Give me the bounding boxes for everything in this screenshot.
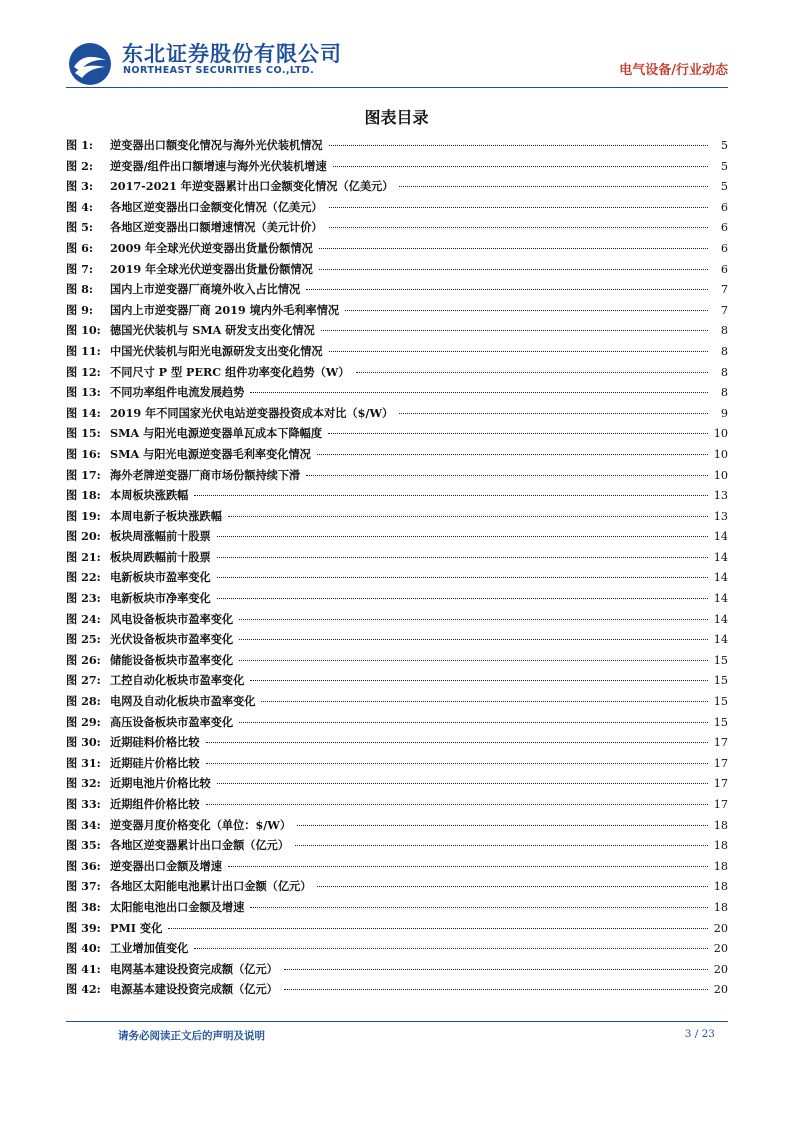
figure-number: 图 27: bbox=[66, 673, 101, 688]
dot-leader bbox=[217, 577, 708, 578]
figure-number: 图 15: bbox=[66, 426, 101, 441]
toc-entry[interactable] bbox=[66, 302, 728, 323]
figure-number: 图 25: bbox=[66, 632, 101, 647]
dot-leader bbox=[297, 825, 708, 826]
page-number: 20 bbox=[713, 921, 728, 935]
dot-leader bbox=[306, 289, 708, 290]
toc-entry[interactable] bbox=[66, 961, 728, 982]
page-number: 6 bbox=[720, 262, 728, 276]
dot-leader bbox=[399, 413, 708, 414]
page-number: 20 bbox=[713, 983, 728, 997]
dot-leader bbox=[239, 619, 708, 620]
toc-entry[interactable] bbox=[66, 755, 728, 776]
dot-leader bbox=[228, 516, 708, 517]
page-number: 17 bbox=[713, 777, 728, 791]
dot-leader bbox=[329, 351, 708, 352]
figure-toc-list bbox=[66, 137, 728, 1002]
toc-entry[interactable] bbox=[66, 940, 728, 961]
page-number: 14 bbox=[713, 550, 728, 564]
toc-entry[interactable] bbox=[66, 590, 728, 611]
dot-leader bbox=[217, 557, 708, 558]
figure-number: 图 12: bbox=[66, 364, 101, 379]
page-number: 5 bbox=[720, 180, 728, 194]
figure-title: 德国光伏装机与 SMA 研发支出变化情况 bbox=[110, 323, 315, 338]
page-number: 14 bbox=[713, 592, 728, 606]
figure-title: 国内上市逆变器厂商境外收入占比情况 bbox=[110, 282, 301, 297]
dot-leader bbox=[239, 639, 708, 640]
page-number: 15 bbox=[713, 715, 728, 729]
dot-leader bbox=[284, 969, 708, 970]
northeast-securities-logo-icon bbox=[66, 40, 114, 88]
figure-number: 图 5: bbox=[66, 220, 93, 235]
page-number: 18 bbox=[713, 839, 728, 853]
figure-number: 图 2: bbox=[66, 158, 93, 173]
figure-title: 2017-2021 年逆变器累计出口金额变化情况（亿美元） bbox=[110, 179, 394, 194]
page-header bbox=[66, 34, 728, 86]
toc-entry[interactable] bbox=[66, 178, 728, 199]
toc-entry[interactable] bbox=[66, 158, 728, 179]
figure-title: 各地区太阳能电池累计出口金额（亿元） bbox=[110, 879, 312, 894]
page-number: 18 bbox=[713, 880, 728, 894]
toc-entry[interactable] bbox=[66, 734, 728, 755]
figure-title: 2009 年全球光伏逆变器出货量份额情况 bbox=[110, 240, 313, 255]
toc-entry[interactable] bbox=[66, 343, 728, 364]
toc-entry[interactable] bbox=[66, 631, 728, 652]
figure-title: 逆变器出口金额及增速 bbox=[110, 858, 222, 873]
figure-title: 逆变器月度价格变化（单位：$/W） bbox=[110, 817, 292, 832]
figure-number: 图 17: bbox=[66, 467, 101, 482]
dot-leader bbox=[329, 207, 708, 208]
page-number: 17 bbox=[713, 798, 728, 811]
dot-leader bbox=[217, 536, 708, 537]
toc-entry[interactable] bbox=[66, 528, 728, 549]
figure-number: 图 8: bbox=[66, 282, 93, 297]
toc-entry[interactable] bbox=[66, 508, 728, 529]
figure-title: 板块周涨幅前十股票 bbox=[110, 529, 211, 544]
page-number: 14 bbox=[713, 571, 728, 585]
page-number: 15 bbox=[713, 653, 728, 667]
figure-number: 图 39: bbox=[66, 920, 101, 935]
dot-leader bbox=[306, 475, 708, 476]
page-number: 8 bbox=[720, 365, 728, 379]
dot-leader bbox=[356, 372, 708, 373]
page-number: 9 bbox=[720, 406, 728, 420]
dot-leader bbox=[239, 660, 708, 661]
figure-number: 图 42: bbox=[66, 982, 101, 997]
dot-leader bbox=[206, 763, 708, 764]
toc-entry[interactable] bbox=[66, 981, 728, 1002]
page-number: 7 bbox=[720, 303, 728, 317]
figure-number: 图 26: bbox=[66, 652, 101, 667]
dot-leader bbox=[284, 989, 708, 990]
figure-title: 电源基本建设投资完成额（亿元） bbox=[110, 982, 278, 997]
figure-number: 图 23: bbox=[66, 591, 101, 606]
dot-leader bbox=[295, 845, 708, 846]
page-number: 17 bbox=[713, 736, 728, 750]
toc-entry[interactable] bbox=[66, 569, 728, 590]
figure-number: 图 24: bbox=[66, 611, 101, 626]
toc-entry[interactable] bbox=[66, 384, 728, 405]
figure-title: 光伏设备板块市盈率变化 bbox=[110, 632, 234, 647]
dot-leader bbox=[319, 248, 708, 249]
figure-number: 图 11: bbox=[66, 343, 101, 358]
figure-number: 图 22: bbox=[66, 570, 101, 585]
toc-entry[interactable] bbox=[66, 611, 728, 632]
dot-leader bbox=[329, 227, 708, 228]
figure-number: 图 34: bbox=[66, 817, 101, 832]
toc-entry[interactable] bbox=[66, 652, 728, 673]
page-number: 18 bbox=[713, 900, 728, 914]
figure-title: 高压设备板块市盈率变化 bbox=[110, 714, 234, 729]
toc-entry[interactable] bbox=[66, 796, 728, 817]
dot-leader bbox=[228, 866, 708, 867]
dot-leader bbox=[317, 454, 708, 455]
page-number: 14 bbox=[713, 633, 728, 647]
dot-leader bbox=[206, 804, 708, 805]
page-number: 17 bbox=[713, 756, 728, 770]
figure-number: 图 30: bbox=[66, 735, 101, 750]
page-number: 10 bbox=[713, 427, 728, 441]
figure-title: 板块周跌幅前十股票 bbox=[110, 549, 211, 564]
report-sector-label: 电气设备/行业动态 bbox=[619, 63, 728, 78]
figure-number: 图 29: bbox=[66, 714, 101, 729]
figure-number: 图 37: bbox=[66, 879, 101, 894]
figure-number: 图 21: bbox=[66, 549, 101, 564]
toc-entry[interactable] bbox=[66, 549, 728, 570]
dot-leader bbox=[321, 330, 708, 331]
toc-entry[interactable] bbox=[66, 240, 728, 261]
header-divider bbox=[66, 87, 728, 88]
dot-leader bbox=[239, 722, 708, 723]
figure-number: 图 7: bbox=[66, 261, 93, 276]
figure-title: 近期电池片价格比较 bbox=[110, 776, 211, 791]
toc-entry[interactable] bbox=[66, 405, 728, 426]
dot-leader bbox=[194, 948, 707, 949]
dot-leader bbox=[250, 680, 707, 681]
page-number: 5 bbox=[720, 159, 728, 173]
page-number: 6 bbox=[720, 221, 728, 235]
figure-title: 本周板块涨跌幅 bbox=[110, 488, 189, 503]
page-number: 14 bbox=[713, 612, 728, 626]
figure-title: 储能设备板块市盈率变化 bbox=[110, 652, 234, 667]
page-number: 20 bbox=[713, 962, 728, 976]
figure-title: 不同尺寸 P 型 PERC 组件功率变化趋势（W） bbox=[110, 364, 350, 379]
toc-entry[interactable] bbox=[66, 322, 728, 343]
page-number: 8 bbox=[720, 344, 728, 358]
figure-number: 图 41: bbox=[66, 961, 101, 976]
figure-title: 中国光伏装机与阳光电源研发支出变化情况 bbox=[110, 343, 323, 358]
figure-number: 图 35: bbox=[66, 838, 101, 853]
toc-entry[interactable] bbox=[66, 693, 728, 714]
figure-title: 本周电新子板块涨跌幅 bbox=[110, 508, 222, 523]
dot-leader bbox=[399, 186, 708, 187]
toc-entry[interactable] bbox=[66, 219, 728, 240]
dot-leader bbox=[328, 433, 708, 434]
figure-number: 图 3: bbox=[66, 179, 93, 194]
company-name-cn: 东北证券股份有限公司 bbox=[122, 42, 342, 66]
figure-number: 图 38: bbox=[66, 899, 101, 914]
toc-title: 图表目录 bbox=[364, 108, 429, 127]
toc-entry[interactable] bbox=[66, 817, 728, 838]
dot-leader bbox=[319, 269, 708, 270]
toc-entry[interactable] bbox=[66, 446, 728, 467]
dot-leader bbox=[217, 598, 708, 599]
figure-number: 图 18: bbox=[66, 488, 101, 503]
page-number: 15 bbox=[713, 674, 728, 688]
figure-title: 近期硅料价格比较 bbox=[110, 735, 200, 750]
figure-title: 近期组件价格比较 bbox=[110, 797, 200, 811]
dot-leader bbox=[333, 166, 708, 167]
toc-entry[interactable] bbox=[66, 899, 728, 920]
figure-title: 工控自动化板块市盈率变化 bbox=[110, 673, 245, 688]
figure-number: 图 14: bbox=[66, 405, 101, 420]
figure-number: 图 28: bbox=[66, 694, 101, 709]
toc-entry[interactable] bbox=[66, 858, 728, 879]
figure-title: 各地区逆变器出口金额变化情况（亿美元） bbox=[110, 199, 323, 214]
toc-entry[interactable] bbox=[66, 714, 728, 735]
figure-title: PMI 变化 bbox=[110, 920, 163, 935]
page-number: 8 bbox=[720, 324, 728, 338]
footer-divider bbox=[66, 1021, 728, 1022]
figure-number: 图 33: bbox=[66, 797, 101, 811]
toc-entry[interactable] bbox=[66, 425, 728, 446]
page-number: 18 bbox=[713, 818, 728, 832]
toc-entry[interactable] bbox=[66, 281, 728, 302]
toc-entry[interactable] bbox=[66, 261, 728, 282]
page-number: 7 bbox=[720, 283, 728, 297]
toc-entry[interactable] bbox=[66, 920, 728, 941]
figure-number: 图 10: bbox=[66, 323, 101, 338]
dot-leader bbox=[250, 392, 708, 393]
figure-number: 图 36: bbox=[66, 858, 101, 873]
page-number: 14 bbox=[713, 530, 728, 544]
figure-title: 电新板块市盈率变化 bbox=[110, 570, 211, 585]
figure-number: 图 13: bbox=[66, 385, 101, 400]
dot-leader bbox=[261, 701, 707, 702]
toc-entry[interactable] bbox=[66, 878, 728, 899]
page-number: 15 bbox=[713, 695, 728, 709]
dot-leader bbox=[168, 928, 707, 929]
dot-leader bbox=[250, 907, 707, 908]
figure-number: 图 4: bbox=[66, 199, 93, 214]
page-number: 13 bbox=[713, 509, 728, 523]
page-number: 6 bbox=[720, 200, 728, 214]
page-indicator: 3 / 23 bbox=[684, 1028, 715, 1040]
page-number: 8 bbox=[720, 386, 728, 400]
figure-title: 海外老牌逆变器厂商市场份额持续下滑 bbox=[110, 467, 301, 482]
toc-entry[interactable] bbox=[66, 137, 728, 158]
figure-title: 各地区逆变器累计出口金额（亿元） bbox=[110, 838, 290, 853]
figure-title: 太阳能电池出口金额及增速 bbox=[110, 899, 245, 914]
figure-number: 图 31: bbox=[66, 755, 101, 770]
toc-entry[interactable] bbox=[66, 672, 728, 693]
toc-entry[interactable] bbox=[66, 467, 728, 488]
figure-title: 逆变器/组件出口额增速与海外光伏装机增速 bbox=[110, 158, 327, 173]
dot-leader bbox=[194, 495, 707, 496]
figure-title: 风电设备板块市盈率变化 bbox=[110, 611, 234, 626]
page-number: 13 bbox=[713, 489, 728, 503]
figure-title: 工业增加值变化 bbox=[110, 941, 189, 956]
figure-title: 2019 年不同国家光伏电站逆变器投资成本对比（$/W） bbox=[110, 405, 394, 420]
figure-title: 近期硅片价格比较 bbox=[110, 755, 200, 770]
page-number: 20 bbox=[713, 942, 728, 956]
page-number: 18 bbox=[713, 859, 728, 873]
toc-entry[interactable] bbox=[66, 487, 728, 508]
figure-title: 电新板块市净率变化 bbox=[110, 591, 211, 606]
figure-number: 图 1: bbox=[66, 138, 93, 152]
figure-title: 电网及自动化板块市盈率变化 bbox=[110, 694, 256, 709]
figure-title: 电网基本建设投资完成额（亿元） bbox=[110, 961, 278, 976]
dot-leader bbox=[329, 145, 708, 146]
figure-number: 图 6: bbox=[66, 240, 93, 255]
toc-entry[interactable] bbox=[66, 364, 728, 385]
page-number: 6 bbox=[720, 241, 728, 255]
figure-title: 各地区逆变器出口额增速情况（美元计价） bbox=[110, 220, 323, 235]
figure-title: SMA 与阳光电源逆变器毛利率变化情况 bbox=[110, 446, 311, 461]
figure-number: 图 32: bbox=[66, 776, 101, 791]
page-number: 10 bbox=[713, 468, 728, 482]
toc-entry[interactable] bbox=[66, 837, 728, 858]
dot-leader bbox=[345, 310, 708, 311]
figure-title: SMA 与阳光电源逆变器单瓦成本下降幅度 bbox=[110, 426, 323, 441]
dot-leader bbox=[217, 783, 708, 784]
company-name-en: NORTHEAST SECURITIES CO.,LTD. bbox=[123, 65, 315, 76]
dot-leader bbox=[206, 742, 708, 743]
figure-title: 国内上市逆变器厂商 2019 境内外毛利率情况 bbox=[110, 302, 340, 317]
dot-leader bbox=[317, 886, 707, 887]
figure-number: 图 19: bbox=[66, 508, 101, 523]
figure-number: 图 40: bbox=[66, 941, 101, 956]
toc-entry[interactable] bbox=[66, 199, 728, 220]
figure-number: 图 9: bbox=[66, 302, 93, 317]
page-number: 10 bbox=[713, 447, 728, 461]
disclaimer-note: 请务必阅读正文后的声明及说明 bbox=[118, 1030, 265, 1042]
figure-title: 2019 年全球光伏逆变器出货量份额情况 bbox=[110, 261, 313, 276]
figure-number: 图 20: bbox=[66, 529, 101, 544]
page-number: 5 bbox=[720, 139, 728, 152]
figure-number: 图 16: bbox=[66, 446, 101, 461]
figure-title: 不同功率组件电流发展趋势 bbox=[110, 385, 245, 400]
figure-title: 逆变器出口额变化情况与海外光伏装机情况 bbox=[110, 138, 323, 152]
toc-entry[interactable] bbox=[66, 775, 728, 796]
